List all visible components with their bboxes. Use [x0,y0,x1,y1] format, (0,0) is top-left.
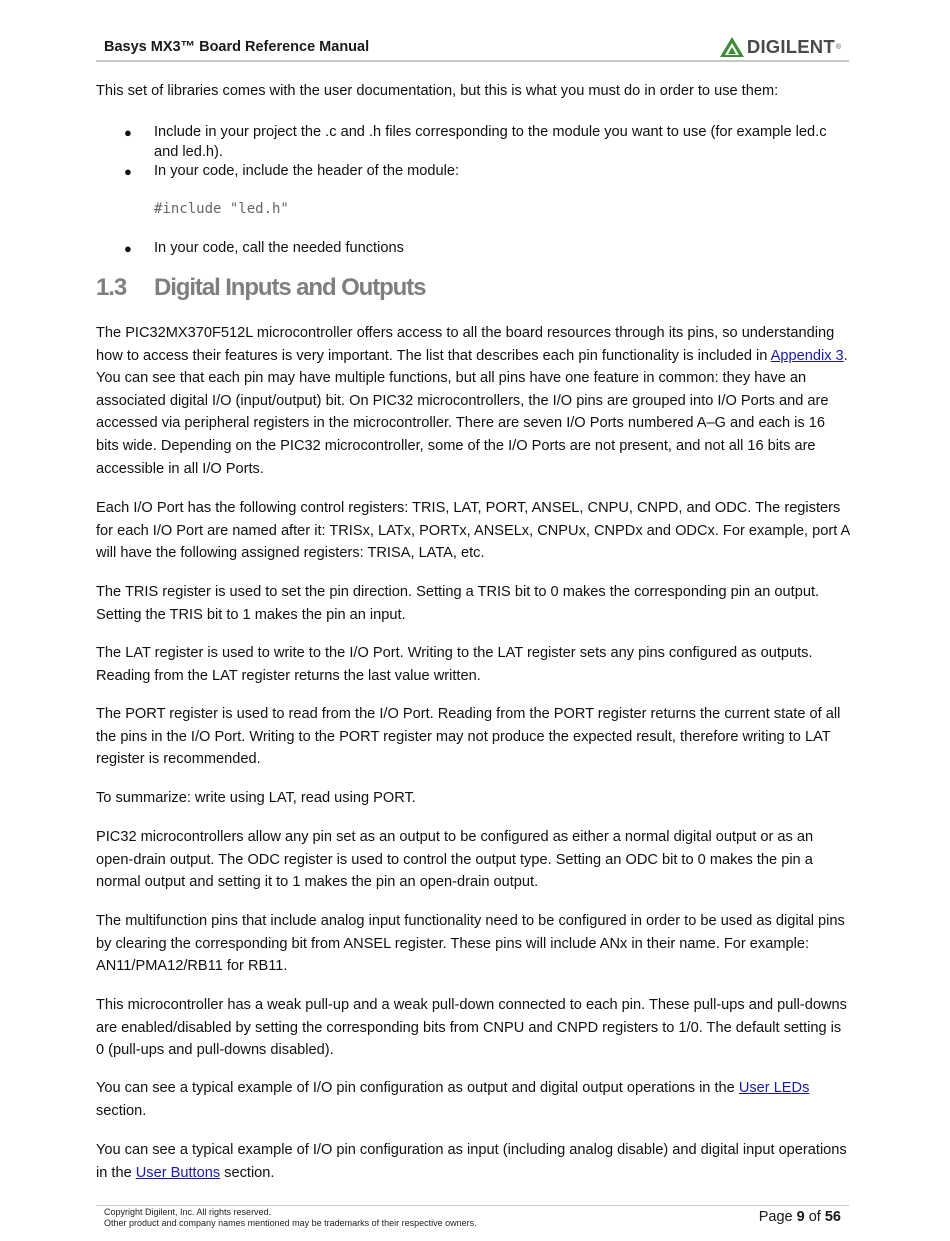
paragraph [96,703,851,771]
paragraph-text: The TRIS register is used to set the pin direction. Setting a TRIS bit to 0 makes the corresponding pin an output. Setting the TRIS bit to 1 makes the pin an input. [96,584,820,623]
paragraph [96,1077,851,1122]
trademark-text: Other product and company names mentioned may be trademarks of their respective owners. [104,1218,477,1228]
page-of: of [808,1209,821,1225]
section-title-text: Digital Inputs and Outputs [154,274,426,301]
copyright-text: Copyright Digilent, Inc. All rights reserved. [104,1207,272,1217]
page-header [96,36,849,62]
paragraph [96,826,851,894]
user-buttons-link[interactable]: User Buttons [135,1164,221,1181]
bullet-icon: ● [124,164,132,179]
paragraph-text: section. [220,1164,275,1181]
page-number [759,1209,841,1225]
paragraph-text: This microcontroller has a weak pull-up and a weak pull-down connected to each pin. These pull-ups and pull-downs are enabled/disabled by setting the corresponding bits from CNPU and CNPD registers to 1/0. The default setting is 0 (pull-ups and pull-downs disabled). [96,997,847,1059]
section-heading [96,274,425,302]
logo-text: DIGILENT [746,36,835,57]
paragraph-text: The LAT register is used to write to the I/O Port. Writing to the LAT register sets any pins configured as outputs. Reading from the LAT register returns the last value written. [96,645,813,684]
intro-paragraph [96,80,851,103]
section-number: 1.3 [96,274,127,301]
paragraph-text: You can see a typical example of I/O pin configuration as input (including analog disable) and digital input operations in the [96,1142,847,1181]
paragraph-text: The multifunction pins that include analog input functionality need to be configured in order to be used as digital pins by clearing the corresponding bit from ANSEL register. These pins will include ANx in their name. For example: AN11/PMA12/RB11 for RB11. [96,913,845,975]
paragraph-text: You can see a typical example of I/O pin configuration as output and digital output operations in the [96,1080,739,1096]
logo-registered-mark: ® [835,43,841,51]
paragraph-text: PIC32 microcontrollers allow any pin set as an output to be configured as either a normal digital output or as an open-drain output. The ODC register is used to control the output type. Setting an ODC bit to 0 makes the pin a normal output and setting it to 1 makes the pin an open-drain output. [96,829,814,891]
page-word: Page [758,1209,793,1225]
paragraph-text: To summarize: write using LAT, read using PORT. [96,790,416,806]
page-total: 56 [824,1209,841,1225]
bullet-icon: ● [124,125,132,140]
paragraph-text: Each I/O Port has the following control registers: TRIS, LAT, PORT, ANSEL, CNPU, CNPD, and ODC. The registers for each I/O Port are named after it: TRISx, LATx, PORTx, ANSELx, CNPUx, CNPDx and ODCx. For example, port A will have the following assigned registers: TRISA, LATA, etc. [96,500,850,562]
digilent-logo [719,36,841,58]
paragraph [96,1139,851,1184]
paragraph [96,787,851,810]
page-footer [96,1205,849,1236]
paragraph-text: The PORT register is used to read from the I/O Port. Reading from the PORT register returns the current state of all the pins in the I/O Port. Writing to the PORT register may not produce the expected result, therefore writing to LAT register is recommended. [96,706,841,768]
paragraph [96,642,851,687]
footer-legal [104,1207,477,1229]
document-title: Basys MX3™ Board Reference Manual [104,39,370,55]
paragraph [96,994,851,1062]
digilent-triangle-icon [719,36,745,58]
user-leds-link[interactable]: User LEDs [738,1080,810,1096]
paragraph-text: section. [96,1102,147,1119]
paragraph [96,910,851,978]
paragraph-text: . You can see that each pin may have multiple functions, but all pins have one feature in common: they have an associated digital I/O (input/output) bit. On PIC32 microcontrollers, the I/O pins are grouped into I/O Ports and are accessed via peripheral registers in the microcontroller. There are seven I/O Ports numbered A–G and each is 16 bits wide. Depending on the PIC32 microcontroller, some of the I/O Ports are not present, and not all 16 bits are accessible in all I/O Ports. [96,347,848,477]
paragraph [96,322,851,480]
code-snippet: #include "led.h" [154,201,289,217]
paragraph [96,581,851,626]
paragraph-text: The PIC32MX370F512L microcontroller offers access to all the board resources through its pins, so understanding how to access their features is very important. The list that describes each pin functionality is included in [96,325,835,364]
list-item-text: In your code, call the needed functions [154,240,404,256]
appendix-3-link[interactable]: Appendix 3 [770,347,844,364]
list-item-text: In your code, include the header of the module: [154,163,460,179]
list-item-text: Include in your project the .c and .h files corresponding to the module you want to use (for example led.c and led.h). [154,124,827,160]
paragraph [96,497,851,565]
bullet-icon: ● [124,241,132,256]
intro-text: This set of libraries comes with the user documentation, but this is what you must do in order to use them: [96,83,779,99]
page-current: 9 [796,1209,805,1225]
